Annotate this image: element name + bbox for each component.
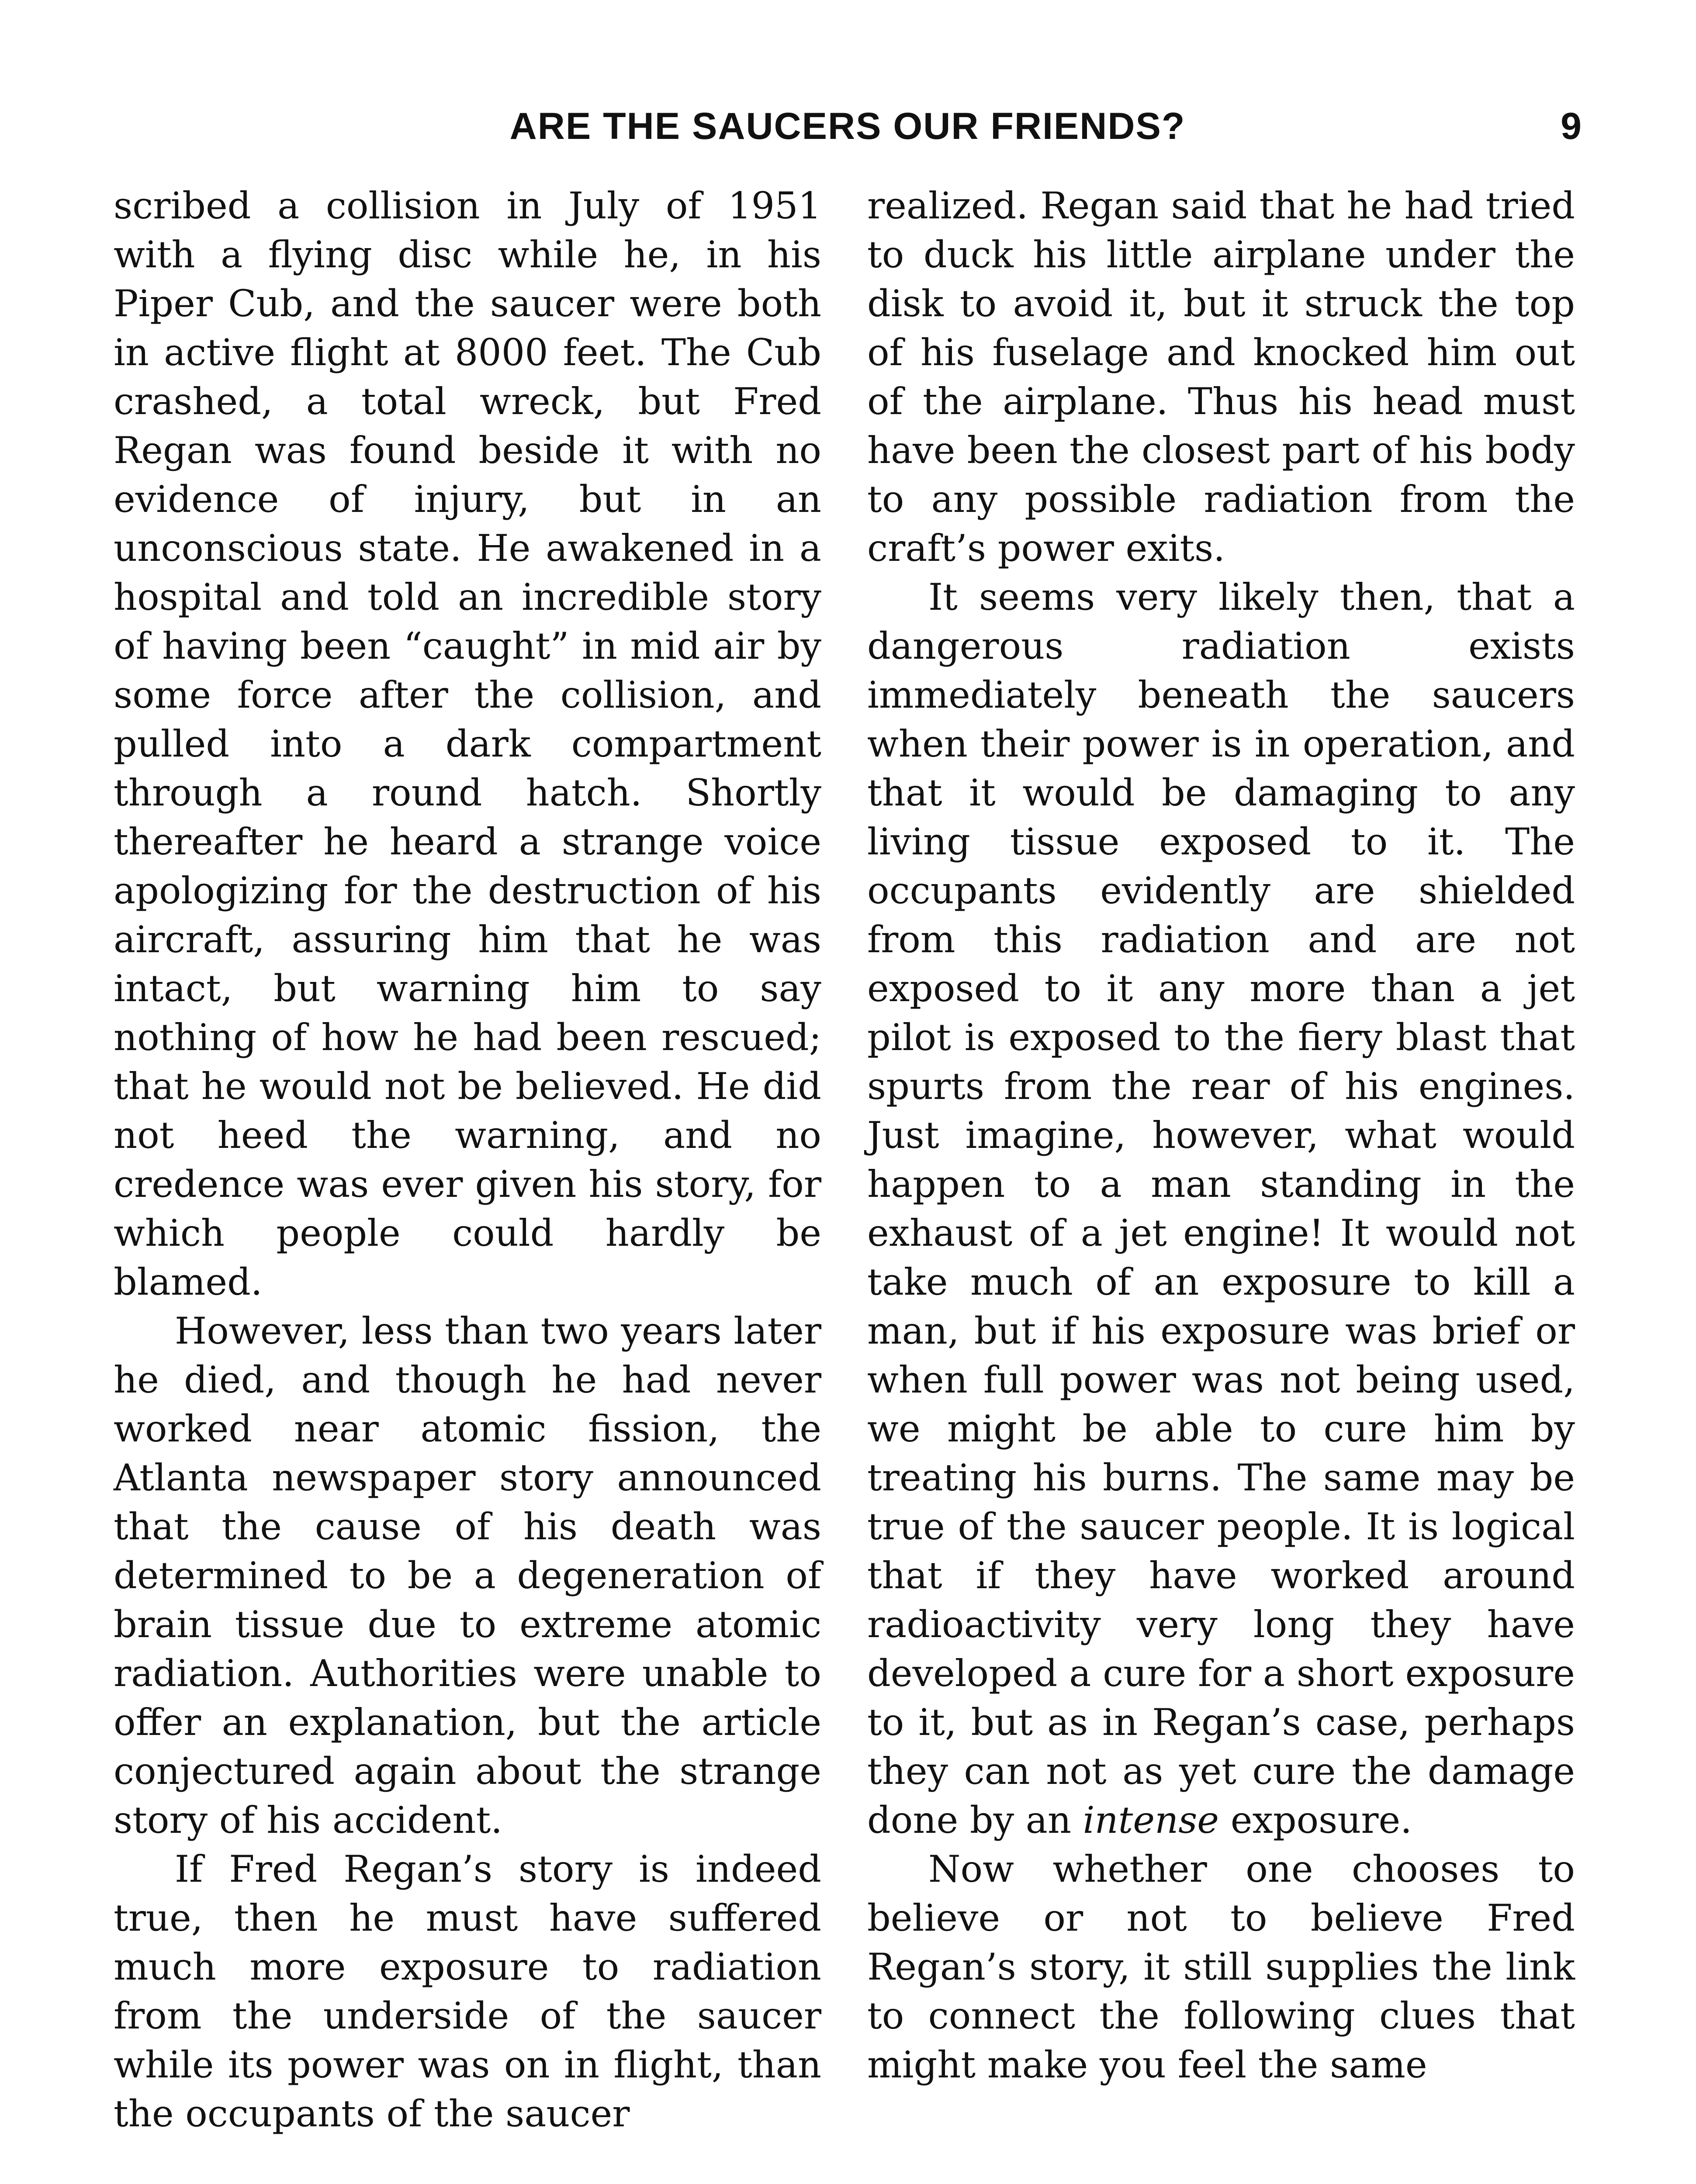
emphasis-intense: intense — [1083, 1799, 1219, 1842]
left-column — [114, 181, 821, 2138]
running-head: ARE THE SAUCERS OUR FRIENDS? — [509, 105, 1186, 147]
page-number: 9 — [1561, 105, 1582, 147]
right-paragraph-2 — [867, 573, 1575, 1845]
right-paragraph-2-text: It seems very likely then, that a dangerous radiation exists immediately beneath the saucers when their power is in operation, and that it would be damaging to any living tissue exposed to it. The occupants evidently are shielded from this radiation and are not exposed to it any more than a jet pilot is exposed to the fiery blast that spurts from the rear of his engines. Just imagine, however, what would happen to a man standing in the exhaust of a jet engine! It would not take much of an exposure to kill a man, but if his exposure was brief or when full power was not being used, we might be able to cure him by treating his burns. The same may be true of the saucer people. It is logical that if they have worked around radioactivity very long they have developed a cure for a short exposure to it, but as in Regan’s case, perhaps they can not as yet cure the damage done by an — [867, 576, 1575, 1842]
left-paragraph-3: If Fred Regan’s story is indeed true, then he must have suffered much more exposure to radiation from the underside of the saucer while its power was on in flight, than the occupants of the saucer — [114, 1848, 821, 2135]
left-paragraph-2: However, less than two years later he died, and though he had never worked near atomic fission, the Atlanta newspaper story announced that the cause of his death was determined to be a degeneration of brain tissue due to extreme atomic radiation. Authorities were unable to offer an explanation, but the article conjectured again about the strange story of his accident. — [114, 1310, 821, 1842]
right-column — [867, 181, 1575, 2089]
right-paragraph-2-end: exposure. — [1219, 1799, 1412, 1842]
right-paragraph-3: Now whether one chooses to believe or not to believe Fred Regan’s story, it still supplies the link to connect the following clues that might make you feel the same — [867, 1848, 1575, 2086]
right-paragraph-1: realized. Regan said that he had tried to duck his little airplane under the disk to avoid it, but it struck the top of his fuselage and knocked him out of the airplane. Thus his head must have been the closest part of his body to any possible radiation from the craft’s power exits. — [867, 184, 1575, 570]
left-paragraph-1: scribed a collision in July of 1951 with a flying disc while he, in his Piper Cub, and the saucer were both in active flight at 8000 feet. The Cub crashed, a total wreck, but Fred Regan was found beside it with no evidence of injury, but in an unconscious state. He awakened in a hospital and told an incredible story of having been “caught” in mid air by some force after the collision, and pulled into a dark compartment through a round hatch. Shortly thereafter he heard a strange voice apologizing for the destruction of his aircraft, assuring him that he was intact, but warning him to say nothing of how he had been rescued; that he would not be believed. He did not heed the warning, and no credence was ever given his story, for which people could hardly be blamed. — [114, 184, 821, 1303]
page-header — [114, 105, 1582, 166]
